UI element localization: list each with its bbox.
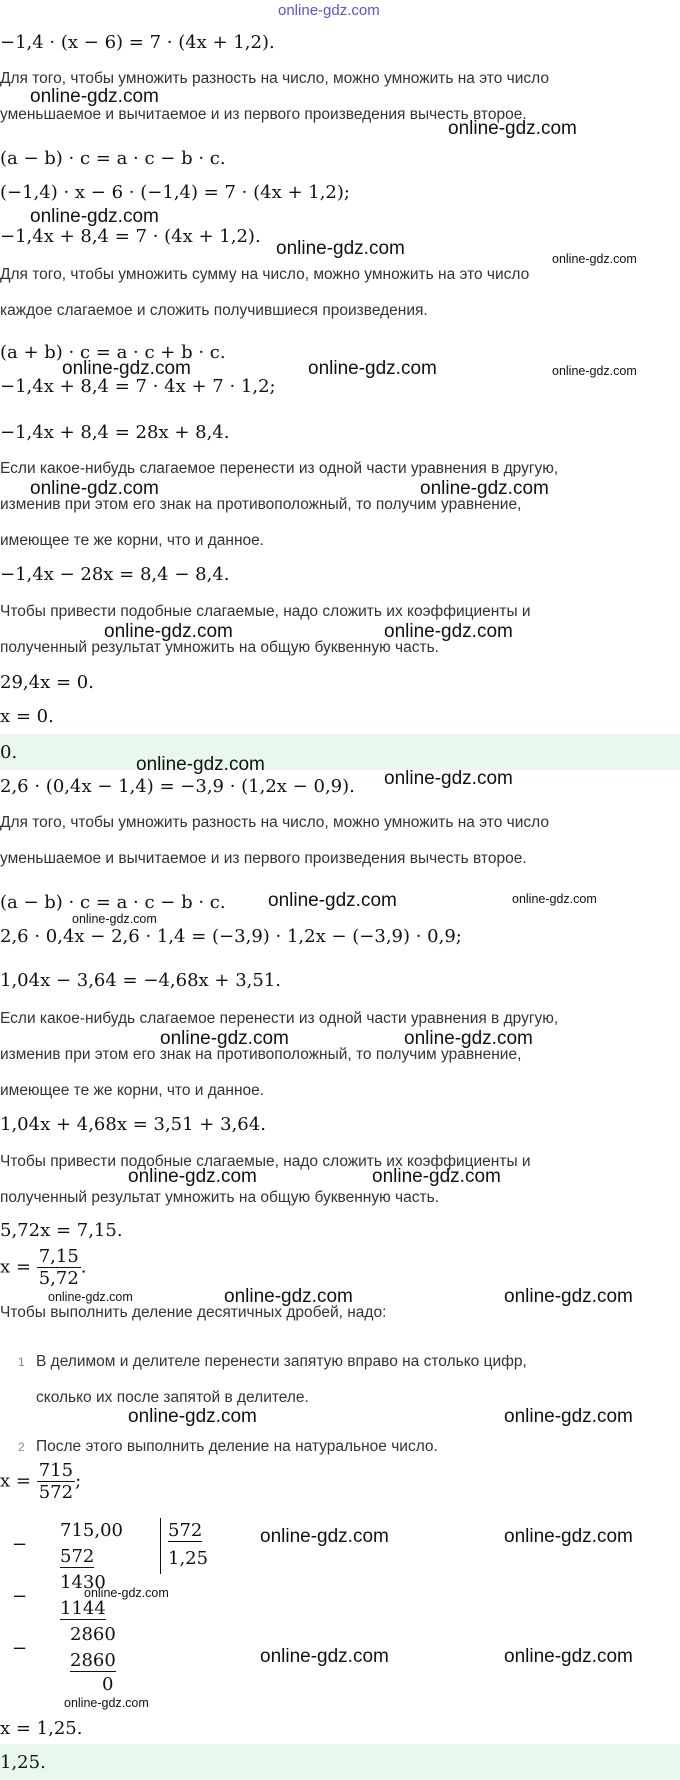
minus-sign: − xyxy=(12,1534,28,1555)
watermark: online-gdz.com xyxy=(384,768,513,789)
watermark: online-gdz.com xyxy=(72,912,157,926)
equation-step: −1,4x + 8,4 = 28x + 8,4. xyxy=(0,422,230,443)
watermark: online-gdz.com xyxy=(62,358,191,379)
rule-text: Чтобы привести подобные слагаемые, надо сложить их коэффициенты и xyxy=(0,1153,531,1170)
fraction-equation xyxy=(0,1460,81,1503)
answer: 1,25. xyxy=(0,1752,46,1773)
formula: (a − b) · c = a · c − b · c. xyxy=(0,148,226,169)
rule-text: имеющее те же корни, что и данное. xyxy=(0,532,265,549)
watermark: online-gdz.com xyxy=(268,890,397,911)
minus-sign: − xyxy=(12,1586,28,1607)
list-item-text: сколько их после запятой в делителе. xyxy=(36,1389,309,1406)
fraction-lhs: x = xyxy=(0,1470,31,1492)
dividend: 715,00 xyxy=(60,1520,123,1541)
watermark: online-gdz.com xyxy=(448,118,577,139)
fraction-denominator: 5,72 xyxy=(38,1268,79,1289)
watermark: online-gdz.com xyxy=(276,238,405,259)
watermark: online-gdz.com xyxy=(160,1028,289,1049)
watermark: online-gdz.com xyxy=(224,1286,353,1307)
watermark: online-gdz.com xyxy=(104,621,233,642)
watermark: online-gdz.com xyxy=(136,754,265,775)
fraction-end: ; xyxy=(75,1470,82,1492)
rule-text: полученный результат умножить на общую буквенную часть. xyxy=(0,1189,439,1206)
watermark: online-gdz.com xyxy=(48,1290,133,1304)
rule-text: имеющее те же корни, что и данное. xyxy=(0,1082,265,1099)
watermark: online-gdz.com xyxy=(384,621,513,642)
division-bar xyxy=(160,1518,161,1574)
watermark: online-gdz.com xyxy=(504,1526,633,1547)
fraction-numerator: 715 xyxy=(38,1460,74,1481)
rule-text: уменьшаемое и вычитаемое и из первого произведения вычесть второе. xyxy=(0,106,527,123)
watermark: online-gdz.com xyxy=(404,1028,533,1049)
formula: (a − b) · c = a · c − b · c. xyxy=(0,892,226,913)
rule-text: Чтобы привести подобные слагаемые, надо сложить их коэффициенты и xyxy=(0,603,531,620)
divisor: 572 xyxy=(168,1520,203,1541)
fraction-numerator: 7,15 xyxy=(38,1246,79,1267)
division-row: 1144 xyxy=(60,1598,106,1619)
list-item-text: В делимом и делителе перенести запятую вправо на столько цифр, xyxy=(36,1353,527,1370)
rule-text: Если какое-нибудь слагаемое перенести из одной части уравнения в другую, xyxy=(0,460,559,477)
rule-text: уменьшаемое и вычитаемое и из первого произведения вычесть второе. xyxy=(0,850,527,867)
minus-sign: − xyxy=(12,1638,28,1659)
site-watermark: online-gdz.com xyxy=(278,2,380,19)
equation-step: 2,6 · 0,4x − 2,6 · 1,4 = (−3,9) · 1,2x − (−3,9) · 0,9; xyxy=(0,926,462,947)
watermark: online-gdz.com xyxy=(504,1286,633,1307)
equation-step: 1,04x + 4,68x = 3,51 + 3,64. xyxy=(0,1114,266,1135)
watermark: online-gdz.com xyxy=(128,1406,257,1427)
fraction-lhs: x = xyxy=(0,1256,31,1278)
watermark: online-gdz.com xyxy=(504,1406,633,1427)
watermark: online-gdz.com xyxy=(552,364,637,378)
division-row: 0 xyxy=(102,1674,114,1695)
fraction xyxy=(37,1460,75,1503)
equation-step: 29,4x = 0. xyxy=(0,672,94,693)
division-row: 1430 xyxy=(60,1572,106,1593)
watermark: online-gdz.com xyxy=(84,1586,169,1600)
rule-text: изменив при этом его знак на противоположный, то получим уравнение, xyxy=(0,496,522,513)
rule-text: изменив при этом его знак на противоположный, то получим уравнение, xyxy=(0,1046,522,1063)
fraction-denominator: 572 xyxy=(38,1482,74,1503)
watermark: online-gdz.com xyxy=(308,358,437,379)
quotient: 1,25 xyxy=(168,1548,209,1569)
answer: 0. xyxy=(0,742,18,763)
watermark: online-gdz.com xyxy=(260,1526,389,1547)
watermark: online-gdz.com xyxy=(30,478,159,499)
watermark: online-gdz.com xyxy=(372,1166,501,1187)
equation-step: −1,4x + 8,4 = 7 · (4x + 1,2). xyxy=(0,226,261,247)
rule-text: Для того, чтобы умножить сумму на число, можно умножить на это число xyxy=(0,266,530,283)
equation-step: 5,72x = 7,15. xyxy=(0,1220,123,1241)
division-row: 572 xyxy=(60,1546,95,1567)
equation-step: −1,4x + 8,4 = 7 · 4x + 7 · 1,2; xyxy=(0,376,276,397)
rule-text: полученный результат умножить на общую буквенную часть. xyxy=(0,639,439,656)
watermark: online-gdz.com xyxy=(552,252,637,266)
fraction xyxy=(37,1246,81,1289)
equation-start: 2,6 · (0,4x − 1,4) = −3,9 · (1,2x − 0,9). xyxy=(0,776,355,797)
watermark: online-gdz.com xyxy=(64,1696,149,1710)
formula: (a + b) · c = a · c + b · c. xyxy=(0,342,226,363)
equation-step: 1,04x − 3,64 = −4,68x + 3,51. xyxy=(0,970,281,991)
equation-step: −1,4x − 28x = 8,4 − 8,4. xyxy=(0,564,230,585)
equation-start: −1,4 · (x − 6) = 7 · (4x + 1,2). xyxy=(0,32,275,53)
watermark: online-gdz.com xyxy=(30,86,159,107)
watermark: online-gdz.com xyxy=(512,892,597,906)
answer-band xyxy=(0,734,680,770)
answer-band xyxy=(0,1744,680,1780)
watermark: online-gdz.com xyxy=(30,206,159,227)
fraction-end: . xyxy=(80,1256,87,1278)
rule-text: Для того, чтобы умножить разность на число, можно умножить на это число xyxy=(0,70,549,87)
rule-text: Если какое-нибудь слагаемое перенести из одной части уравнения в другую, xyxy=(0,1010,559,1027)
rule-text: Чтобы выполнить деление десятичных дробей, надо: xyxy=(0,1304,387,1321)
watermark: online-gdz.com xyxy=(420,478,549,499)
equation-result: x = 1,25. xyxy=(0,1718,83,1739)
list-number: 2 xyxy=(18,1440,25,1454)
watermark: online-gdz.com xyxy=(260,1646,389,1667)
rule-text: Для того, чтобы умножить разность на число, можно умножить на это число xyxy=(0,814,549,831)
watermark: online-gdz.com xyxy=(504,1646,633,1667)
division-row: 2860 xyxy=(70,1624,116,1645)
equation-step: x = 0. xyxy=(0,706,54,727)
list-item xyxy=(18,1438,25,1456)
fraction-equation xyxy=(0,1246,87,1289)
division-row: 2860 xyxy=(70,1650,116,1671)
list-item-text: После этого выполнить деление на натуральное число. xyxy=(36,1438,438,1455)
equation-step: (−1,4) · x − 6 · (−1,4) = 7 · (4x + 1,2); xyxy=(0,182,350,203)
watermark: online-gdz.com xyxy=(128,1166,257,1187)
list-item xyxy=(18,1353,25,1371)
list-number: 1 xyxy=(18,1355,25,1369)
rule-text: каждое слагаемое и сложить получившиеся произведения. xyxy=(0,302,428,319)
